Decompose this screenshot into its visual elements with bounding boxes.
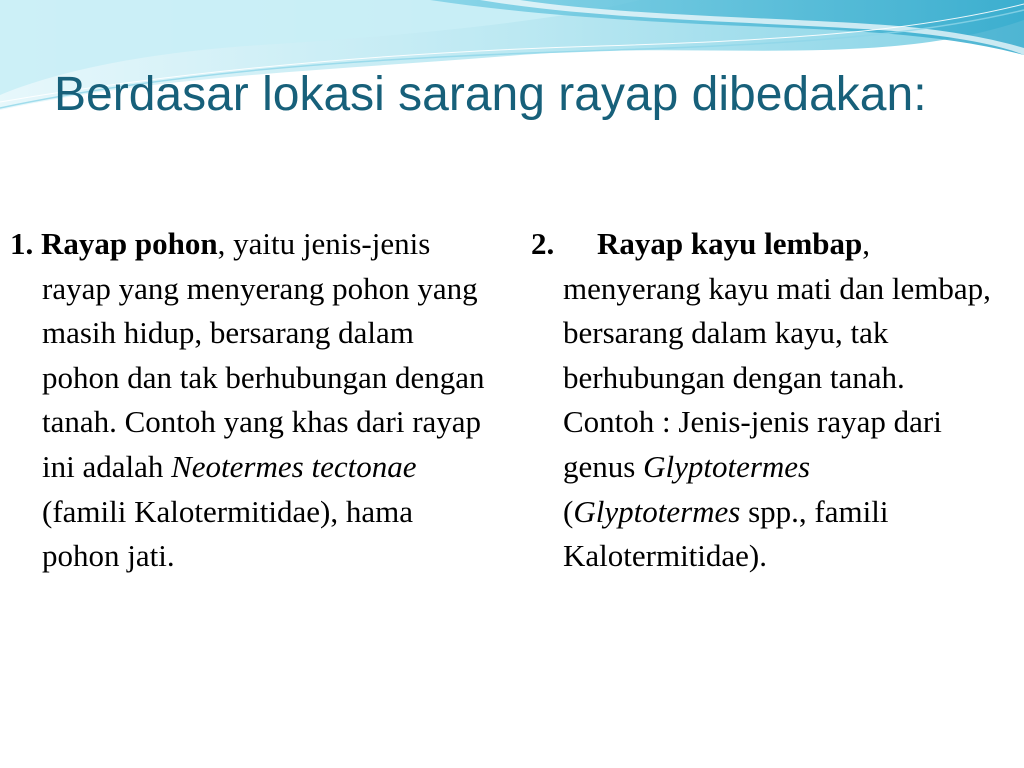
- item-text: , yaitu jenis-jenis rayap yang menyerang pohon yang masih hidup, bersarang dalam pohon dan tak berhubungan dengan tanah. Contoh yang khas dari rayap ini adalah: [42, 226, 485, 484]
- list-number: 1.: [10, 226, 34, 261]
- list-number: 2.: [531, 226, 555, 261]
- item-text: , menyerang kayu mati dan lembap, bersarang dalam kayu, tak berhubungan dengan tanah. Contoh : Jenis-jenis rayap dari genus: [563, 226, 991, 484]
- item-text-end: (famili Kalotermitidae), hama pohon jati.: [42, 493, 413, 574]
- list-item-rayap-kayu-lembap: [531, 222, 991, 579]
- term-rayap-kayu-lembap: Rayap kayu lembap: [597, 226, 863, 261]
- genus-name: Glyptotermes: [643, 448, 811, 484]
- genus-name-repeat: Glyptotermes: [573, 493, 741, 529]
- item-text-end: spp., famili Kalotermitidae).: [563, 493, 889, 574]
- term-rayap-pohon: Rayap pohon: [41, 226, 218, 261]
- content-column-right: [531, 222, 991, 579]
- slide-title: Berdasar lokasi sarang rayap dibedakan:: [54, 68, 927, 121]
- list-item-rayap-pohon: [10, 222, 490, 579]
- content-column-left: [10, 222, 490, 579]
- item-text-mid: (: [563, 493, 574, 529]
- species-name: Neotermes tectonae: [171, 448, 417, 484]
